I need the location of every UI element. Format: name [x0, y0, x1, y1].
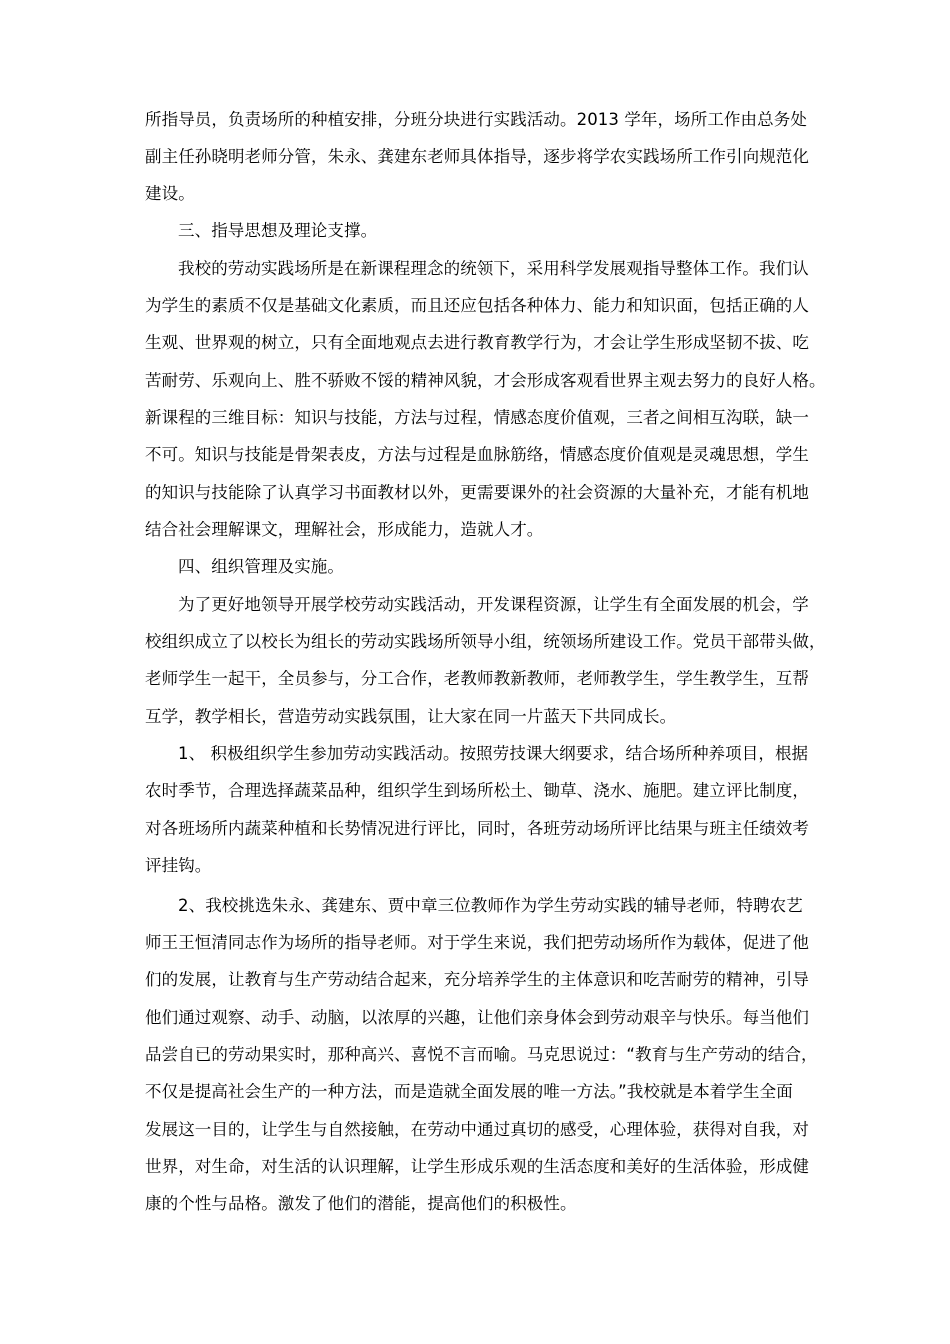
- text-line: 为学生的素质不仅是基础文化素质，而且还应包括各种体力、能力和知识面，包括正确的人: [145, 296, 809, 315]
- text-line: 建设。: [145, 184, 195, 203]
- text-line: 的知识与技能除了认真学习书面教材以外，更需要课外的社会资源的大量补充，才能有机地: [145, 483, 809, 502]
- text-line: 生观、世界观的树立，只有全面地观点去进行教育教学行为，才会让学生形成坚韧不拔、吃: [145, 333, 809, 352]
- text-line: 品尝自已的劳动果实时，那种高兴、喜悦不言而喻。马克思说过：“教育与生产劳动的结合，: [145, 1045, 818, 1064]
- text-line: 评挂钩。: [145, 856, 212, 875]
- text-line: 对各班场所内蔬菜种植和长势情况进行评比，同时，各班劳动场所评比结果与班主任绩效考: [145, 819, 809, 838]
- text-line: 为了更好地领导开展学校劳动实践活动，开发课程资源，让学生有全面发展的机会，学: [178, 595, 809, 614]
- text-line: 苦耐劳、乐观向上、胜不骄败不馁的精神风貌，才会形成客观看世界主观去努力的良好人格。: [145, 371, 826, 390]
- list-item-1: 1、 积极组织学生参加劳动实践活动。按照劳技课大纲要求，结合场所种养项目，根据: [178, 744, 809, 763]
- text-line: 农时季节，合理选择蔬菜品种，组织学生到场所松土、锄草、浇水、施肥。建立评比制度，: [145, 781, 809, 800]
- text-line: 互学，教学相长，营造劳动实践氛围，让大家在同一片蓝天下共同成长。: [145, 707, 677, 726]
- text-line: 康的个性与品格。激发了他们的潜能，提高他们的积极性。: [145, 1194, 577, 1213]
- text-line: 师王王恒清同志作为场所的指导老师。对于学生来说，我们把劳动场所作为载体，促进了他: [145, 933, 809, 952]
- text-line: 校组织成立了以校长为组长的劳动实践场所领导小组，统领场所建设工作。党员干部带头做，: [145, 632, 826, 651]
- text-line: 结合社会理解课文，理解社会，形成能力，造就人才。: [145, 520, 544, 539]
- text-line: 老师学生一起干，全员参与，分工合作，老教师教新教师，老师教学生，学生教学生，互帮: [145, 669, 809, 688]
- section-heading: 四、组织管理及实施。: [178, 557, 344, 576]
- text-line: 新课程的三维目标：知识与技能，方法与过程，情感态度价值观，三者之间相互沟联，缺一: [145, 408, 809, 427]
- text-line: 副主任孙晓明老师分管，朱永、龚建东老师具体指导，逐步将学农实践场所工作引向规范化: [145, 147, 809, 166]
- text-line: 不仅是提高社会生产的一种方法，而是造就全面发展的唯一方法。”我校就是本着学生全面: [145, 1082, 793, 1101]
- text-line: 们的发展，让教育与生产劳动结合起来，充分培养学生的主体意识和吃苦耐劳的精神，引导: [145, 970, 809, 989]
- text-line: 不可。知识与技能是骨架表皮，方法与过程是血脉筋络，情感态度价值观是灵魂思想，学生: [145, 445, 809, 464]
- text-line: 我校的劳动实践场所是在新课程理念的统领下，采用科学发展观指导整体工作。我们认: [178, 259, 809, 278]
- text-line: 所指导员，负责场所的种植安排，分班分块进行实践活动。2013 学年，场所工作由总务处: [145, 110, 807, 129]
- section-heading: 三、指导思想及理论支撑。: [178, 221, 378, 240]
- text-line: 发展这一目的，让学生与自然接触，在劳动中通过真切的感受，心理体验，获得对自我，对: [145, 1120, 809, 1139]
- text-line: 世界，对生命，对生活的认识理解，让学生形成乐观的生活态度和美好的生活体验，形成健: [145, 1157, 809, 1176]
- text-line: 他们通过观察、动手、动脑，以浓厚的兴趣，让他们亲身体会到劳动艰辛与快乐。每当他们: [145, 1008, 809, 1027]
- list-item-2: 2、我校挑选朱永、龚建东、贾中章三位教师作为学生劳动实践的辅导老师，特聘农艺: [178, 896, 803, 915]
